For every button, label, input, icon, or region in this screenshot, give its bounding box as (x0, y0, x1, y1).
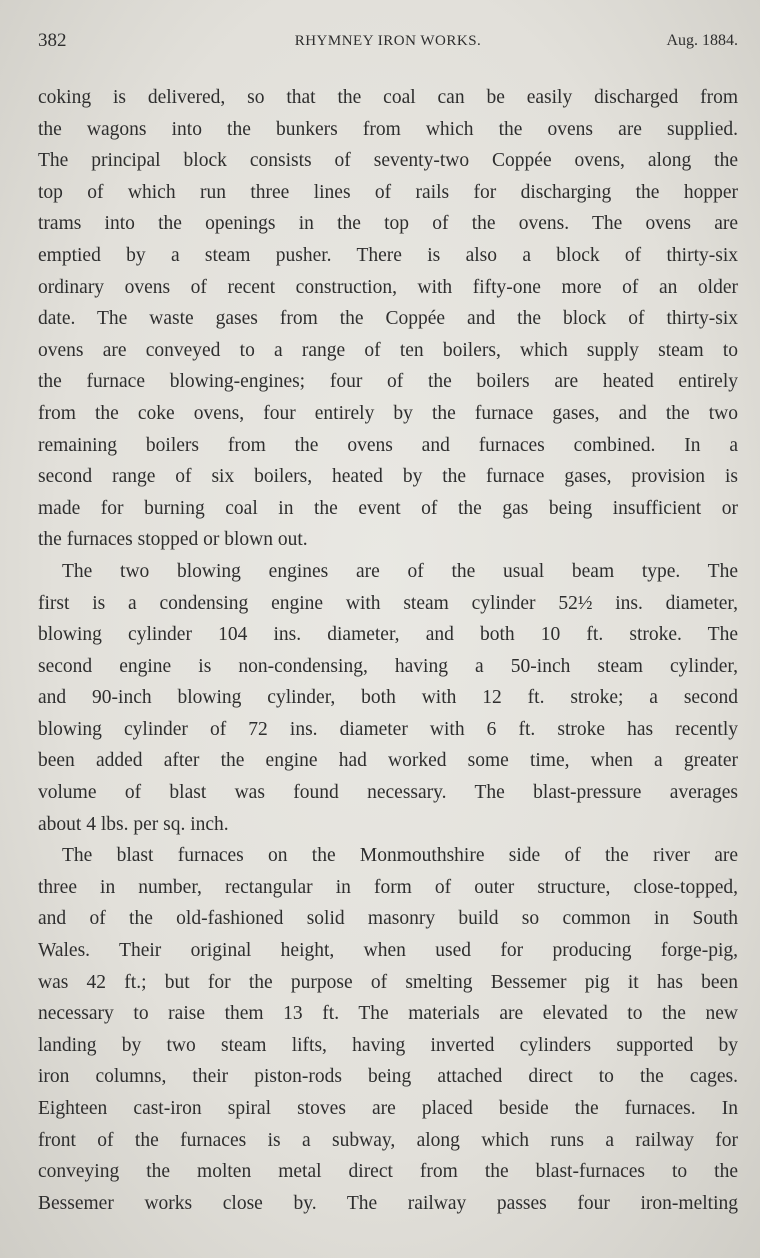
text-line: remaining boilers from the ovens and furnaces combined. In a (38, 434, 738, 456)
text-line: the furnace blowing-engines; four of the boilers are heated entirely (38, 371, 738, 393)
text-line: Bessemer works close by. The railway passes four iron-melting (38, 1192, 738, 1214)
running-header (38, 30, 738, 54)
text-line: about 4 lbs. per sq. inch. (38, 813, 229, 835)
text-line: conveying the molten metal direct from the blast-furnaces to the (38, 1161, 738, 1183)
text-line: Wales. Their original height, when used for producing forge-pig, (38, 940, 738, 962)
text-line: and 90-inch blowing cylinder, both with 12 ft. stroke; a second (38, 687, 738, 709)
text-line: three in number, rectangular in form of outer structure, close-topped, (38, 876, 738, 898)
text-line: trams into the openings in the top of the ovens. The ovens are (38, 213, 738, 235)
text-line: the furnaces stopped or blown out. (38, 529, 308, 551)
text-line: and of the old-fashioned solid masonry build so common in South (38, 908, 738, 930)
text-line: blowing cylinder 104 ins. diameter, and both 10 ft. stroke. The (38, 624, 738, 646)
page-number: 382 (38, 30, 67, 51)
text-line: iron columns, their piston-rods being attached direct to the cages. (38, 1066, 738, 1088)
text-line: blowing cylinder of 72 ins. diameter with 6 ft. stroke has recently (38, 718, 738, 740)
text-line: coking is delivered, so that the coal can be easily discharged from (38, 87, 738, 108)
text-line: been added after the engine had worked some time, when a greater (38, 750, 738, 772)
text-line: second range of six boilers, heated by the furnace gases, provision is (38, 466, 738, 488)
text-line: made for burning coal in the event of the gas being insufficient or (38, 497, 738, 519)
text-line: necessary to raise them 13 ft. The materials are elevated to the new (38, 1003, 738, 1025)
text-line: The principal block consists of seventy-two Coppée ovens, along the (38, 150, 738, 172)
text-line: date. The waste gases from the Coppée and the block of thirty-six (38, 308, 738, 330)
text-line: from the coke ovens, four entirely by the furnace gases, and the two (38, 402, 738, 424)
text-line: The two blowing engines are of the usual beam type. The (62, 560, 738, 582)
text-line: front of the furnaces is a subway, along which runs a railway for (38, 1129, 738, 1151)
text-line: emptied by a steam pusher. There is also a block of thirty-six (38, 244, 738, 266)
text-line: landing by two steam lifts, having inverted cylinders supported by (38, 1034, 738, 1056)
text-line: volume of blast was found necessary. The blast-pressure averages (38, 782, 738, 804)
text-line: ordinary ovens of recent construction, with fifty-one more of an older (38, 276, 738, 298)
text-line: ovens are conveyed to a range of ten boilers, which supply steam to (38, 339, 738, 361)
text-line: was 42 ft.; but for the purpose of smelting Bessemer pig it has been (38, 971, 738, 993)
text-line: second engine is non-condensing, having a 50-inch steam cylinder, (38, 655, 738, 677)
text-line: The blast furnaces on the Monmouthshire side of the river are (62, 845, 738, 867)
text-line: the wagons into the bunkers from which the ovens are supplied. (38, 118, 738, 140)
body-text (38, 82, 738, 1219)
text-line: Eighteen cast-iron spiral stoves are placed beside the furnaces. In (38, 1098, 738, 1119)
text-line: first is a condensing engine with steam cylinder 52½ ins. diameter, (38, 592, 738, 614)
running-title: RHYMNEY IRON WORKS. (294, 33, 482, 49)
issue-date: Aug. 1884. (666, 32, 738, 49)
text-line: top of which run three lines of rails for discharging the hopper (38, 181, 738, 203)
